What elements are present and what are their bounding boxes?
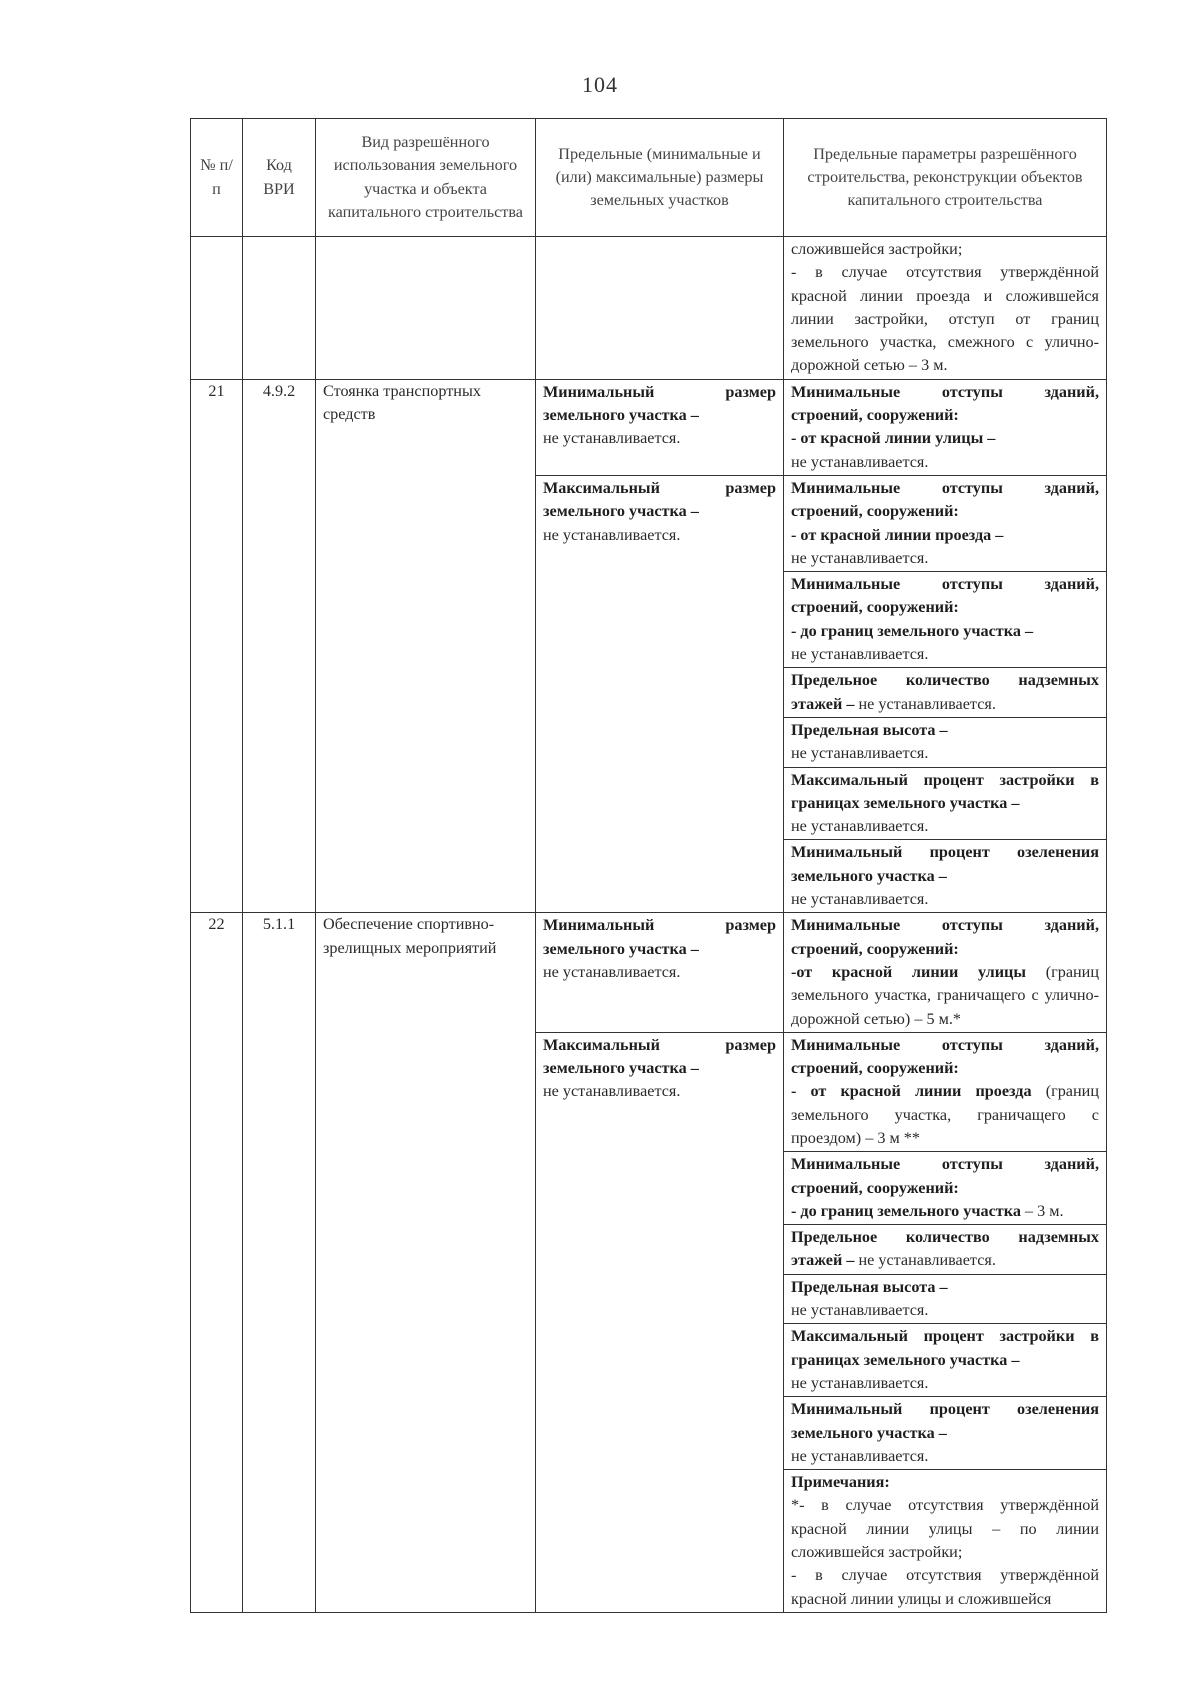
table-row-continuation — [191, 237, 1107, 380]
param-bold2: - от красной линии улицы – — [791, 429, 996, 448]
param-bold: Минимальные отступы зданий, строений, сооружений: — [791, 1035, 1099, 1078]
max-size-cell — [536, 475, 784, 912]
header-size: Предельные (минимальные и (или) максимальные) размеры земельных участков — [536, 119, 784, 237]
param-bold: Предельная высота – — [791, 720, 948, 739]
param-cell — [784, 717, 1107, 767]
row-number: 22 — [191, 913, 243, 1613]
notes-title: Примечания: — [791, 1473, 890, 1492]
param-cell — [784, 668, 1107, 718]
param-text: не устанавливается. — [791, 1373, 929, 1392]
continued-text: - в случае отсутствия утверждённой красной линии проезда и сложившейся линии застройки, отступ от границ земельного участка, смежного с улично-дорожной сетью – 3 м. — [791, 263, 1099, 375]
continued-line: сложившейся застройки; — [791, 240, 963, 258]
param-bold: Минимальные отступы зданий, строений, сооружений: — [791, 575, 1099, 617]
min-size-cell — [536, 379, 784, 475]
row-code: 4.9.2 — [243, 379, 316, 913]
param-text: не устанавливается. — [791, 645, 929, 664]
param-cell — [784, 379, 1107, 475]
param-text: не устанавливается. — [791, 1301, 929, 1320]
param-text: не устанавливается. — [791, 1446, 929, 1465]
param-cell — [784, 840, 1107, 913]
min-size-value: не устанавливается. — [543, 429, 681, 448]
table-row — [191, 379, 1107, 475]
row-use: Стоянка транспортных средств — [316, 379, 536, 913]
param-text: не устанавливается. — [791, 890, 929, 909]
param-bold2: - до границ земельного участка – — [791, 621, 1034, 640]
param-cell — [784, 1324, 1107, 1397]
param-text: – 3 м. — [1024, 1201, 1064, 1220]
param-bold: Максимальный процент застройки в границах земельного участка – — [791, 770, 1099, 812]
row-use: Обеспечение спортивно-зрелищных мероприятий — [316, 913, 536, 1613]
max-size-title: Максимальный размер земельного участка – — [543, 1035, 776, 1078]
param-cell — [784, 913, 1107, 1032]
param-text: не устанавливается. — [791, 548, 929, 567]
param-text: не устанавливается. — [858, 694, 996, 713]
param-bold: Предельное количество надземных этажей – — [791, 671, 1099, 713]
param-text: не устанавливается. — [791, 744, 929, 763]
param-text: (границ земельного участка, граничащего с улично-дорожной сетью) – 5 м.* — [791, 962, 1100, 1028]
param-text: не устанавливается. — [858, 1251, 996, 1270]
page-number: 104 — [582, 72, 618, 97]
min-size-title: Минимальный размер земельного участка – — [543, 916, 776, 958]
notes-text: *- в случае отсутствия утверждённой красной линии улицы – по линии сложившейся застройки; — [791, 1496, 1099, 1562]
param-cell — [784, 1397, 1107, 1470]
min-size-cell — [536, 913, 784, 1032]
header-num: № п/п — [191, 119, 243, 237]
param-cell — [784, 475, 1107, 571]
param-text: не устанавливается. — [791, 817, 929, 836]
param-cell — [784, 1225, 1107, 1275]
param-bold: Минимальные отступы зданий, строений, сооружений: — [791, 1155, 1099, 1197]
max-size-value: не устанавливается. — [543, 1082, 681, 1101]
notes-text-2: - в случае отсутствия утверждённой красной линии улицы и сложившейся — [791, 1566, 1099, 1608]
table-row — [191, 913, 1107, 1032]
row-code: 5.1.1 — [243, 913, 316, 1613]
param-bold: Минимальный процент озеленения земельного участка – — [791, 843, 1099, 885]
regulations-table — [190, 118, 1107, 1613]
param-text: (границ земельного участка, граничащего с проездом) – 3 м ** — [791, 1082, 1099, 1147]
min-size-value: не устанавливается. — [543, 962, 681, 981]
max-size-title: Максимальный размер земельного участка – — [543, 478, 776, 521]
max-size-cell — [536, 1032, 784, 1612]
table-header-row — [191, 119, 1107, 237]
param-bold: Минимальный процент озеленения земельного участка – — [791, 1400, 1099, 1442]
param-cell — [784, 572, 1107, 668]
row-number: 21 — [191, 379, 243, 913]
header-code: Код ВРИ — [243, 119, 316, 237]
param-bold: Предельное количество надземных этажей – — [791, 1228, 1099, 1270]
param-bold: Максимальный процент застройки в границах земельного участка – — [791, 1327, 1099, 1369]
param-text: не устанавливается. — [791, 452, 929, 471]
param-bold2: - от красной линии проезда – — [791, 525, 1004, 544]
param-bold: Предельная высота – — [791, 1277, 948, 1296]
param-bold: Минимальные отступы зданий, строений, сооружений: — [791, 382, 1099, 425]
min-size-title: Минимальный размер земельного участка – — [543, 382, 776, 425]
param-bold2: - до границ земельного участка — [791, 1201, 1021, 1220]
param-cell — [784, 1032, 1107, 1151]
header-use: Вид разрешённого использования земельного участка и объекта капитального строительства — [316, 119, 536, 237]
param-bold: Минимальные отступы зданий, строений, сооружений: — [791, 916, 1099, 958]
param-cell — [784, 1152, 1107, 1225]
max-size-value: не устанавливается. — [543, 525, 681, 544]
param-cell — [784, 1274, 1107, 1324]
continued-params-cell — [784, 237, 1107, 380]
param-bold: Минимальные отступы зданий, строений, сооружений: — [791, 478, 1099, 521]
param-bold2: - от красной линии проезда — [791, 1082, 1032, 1101]
param-cell — [784, 767, 1107, 840]
header-params: Предельные параметры разрешённого строительства, реконструкции объектов капитального строительства — [784, 119, 1107, 237]
param-bold2: -от красной линии улицы — [791, 962, 1027, 981]
notes-cell — [784, 1470, 1107, 1613]
